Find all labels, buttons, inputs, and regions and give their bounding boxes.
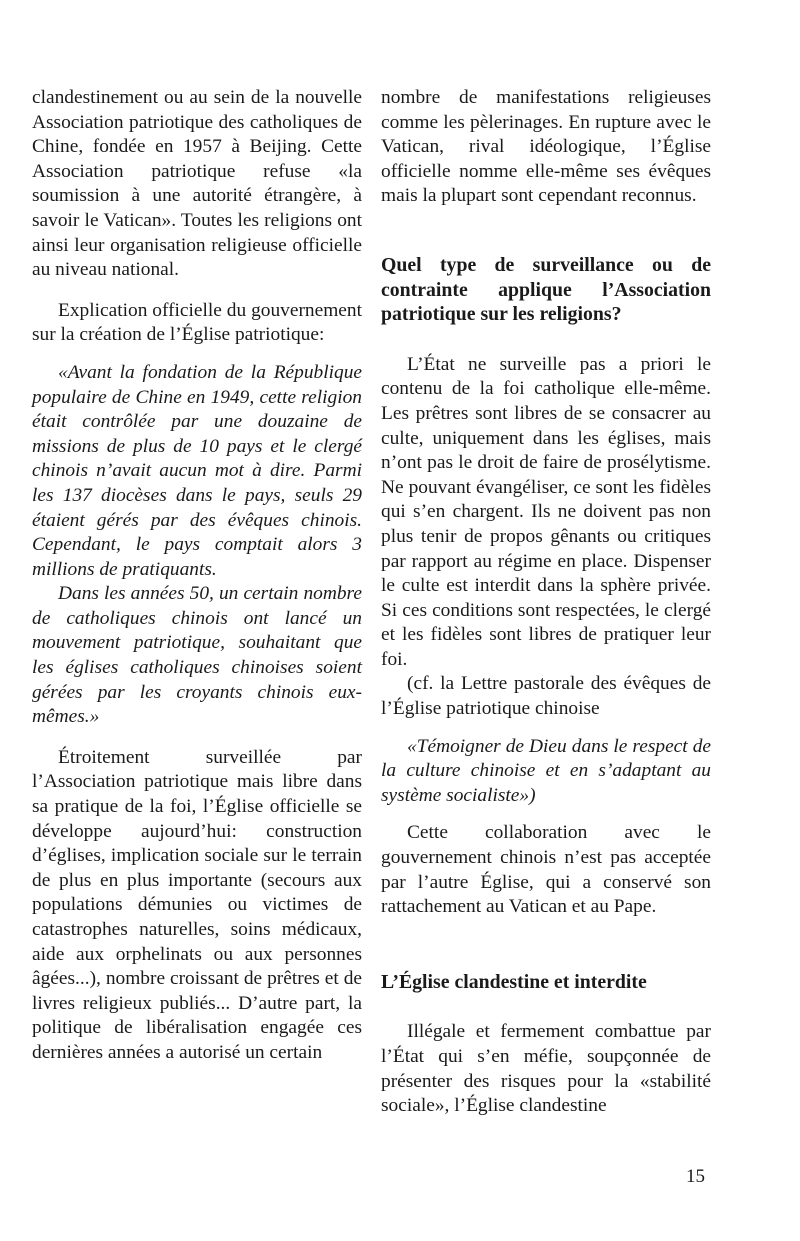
paragraph: Explication officielle du gouvernement sur la création de l’Église patriotique: [32,299,362,346]
right-column [381,86,711,1119]
quote-paragraph: «Témoigner de Dieu dans le respect de la culture chinoise et en s’adaptant au système socialiste») [381,735,711,806]
section-heading: Quel type de surveillance ou de contrainte applique l’Association patriotique sur les religions? [381,253,711,326]
section-heading: L’Église clandestine et interdite [381,970,647,993]
paragraph: Étroitement surveillée par l’Association patriotique mais libre dans sa pratique de la foi, l’Église officielle se développe aujourd’hui: construction d’églises, implication sociale sur le terrain de plus en plus importante (secours aux populations démunies ou victimes de catastrophes naturelles, soins médicaux, aide aux orphelinats ou aux personnes âgées...), nombre croissant de prêtres et de livres religieux publiés... D’autre part, la politique de libéralisation engagée ces dernières années a autorisé un certain [32,746,362,1063]
paragraph: Illégale et fermement combattue par l’État qui s’en méfie, soupçonnée de présenter des risques pour la «stabilité sociale», l’Église clandestine [381,1021,711,1117]
paragraph: L’État ne surveille pas a priori le contenu de la foi catholique elle-même. Les prêtres sont libres de se consacrer au culte, uniquement dans les églises, mais n’ont pas le droit de faire de prosélytisme. Ne pouvant évangéliser, ce sont les fidèles qui s’en chargent. Ils ne doivent pas non plus tenir de propos gênants ou critiques par rapport au régime en place. Dispenser le culte est interdit dans la sphère privée. Si ces conditions sont respectées, le clergé et les fidèles sont libres de pratiquer leur foi. [381,353,711,670]
quote-paragraph: «Avant la fondation de la République populaire de Chine en 1949, cette religion était contrôlée par une douzaine de missions de plus de 10 pays et le clergé chinois n’avait aucun mot à dire. Parmi les 137 diocèses dans le pays, seuls 29 étaient gérés par des évêques chinois. Cependant, le pays comptait alors 3 millions de pratiquants. [32,361,362,580]
quote-paragraph: Dans les années 50, un certain nombre de catholiques chinois ont lancé un mouvement patriotique, souhaitant que les églises catholiques chinoises soient gérées par les croyants chinois eux-mêmes.» [32,583,362,728]
paragraph: clandestinement ou au sein de la nouvelle Association patriotique des catholiques de Chine, fondée en 1957 à Beijing. Cette Association patriotique refuse «la soumission à une autorité étrangère, à savoir le Vatican». Toutes les religions ont ainsi leur organisation religieuse officielle au niveau national. [32,87,362,281]
paragraph: nombre de manifestations religieuses comme les pèlerinages. En rupture avec le Vatican, rival idéologique, l’Église officielle nomme elle-même ses évêques mais la plupart sont cependant reconnus. [381,87,711,207]
page-number: 15 [686,1166,705,1187]
left-column [32,86,362,1066]
paragraph: (cf. la Lettre pastorale des évêques de l’Église patriotique chinoise [381,673,711,720]
paragraph: Cette collaboration avec le gouvernement chinois n’est pas acceptée par l’autre Église, qui a conservé son rattachement au Vatican et au Pape. [381,822,711,918]
